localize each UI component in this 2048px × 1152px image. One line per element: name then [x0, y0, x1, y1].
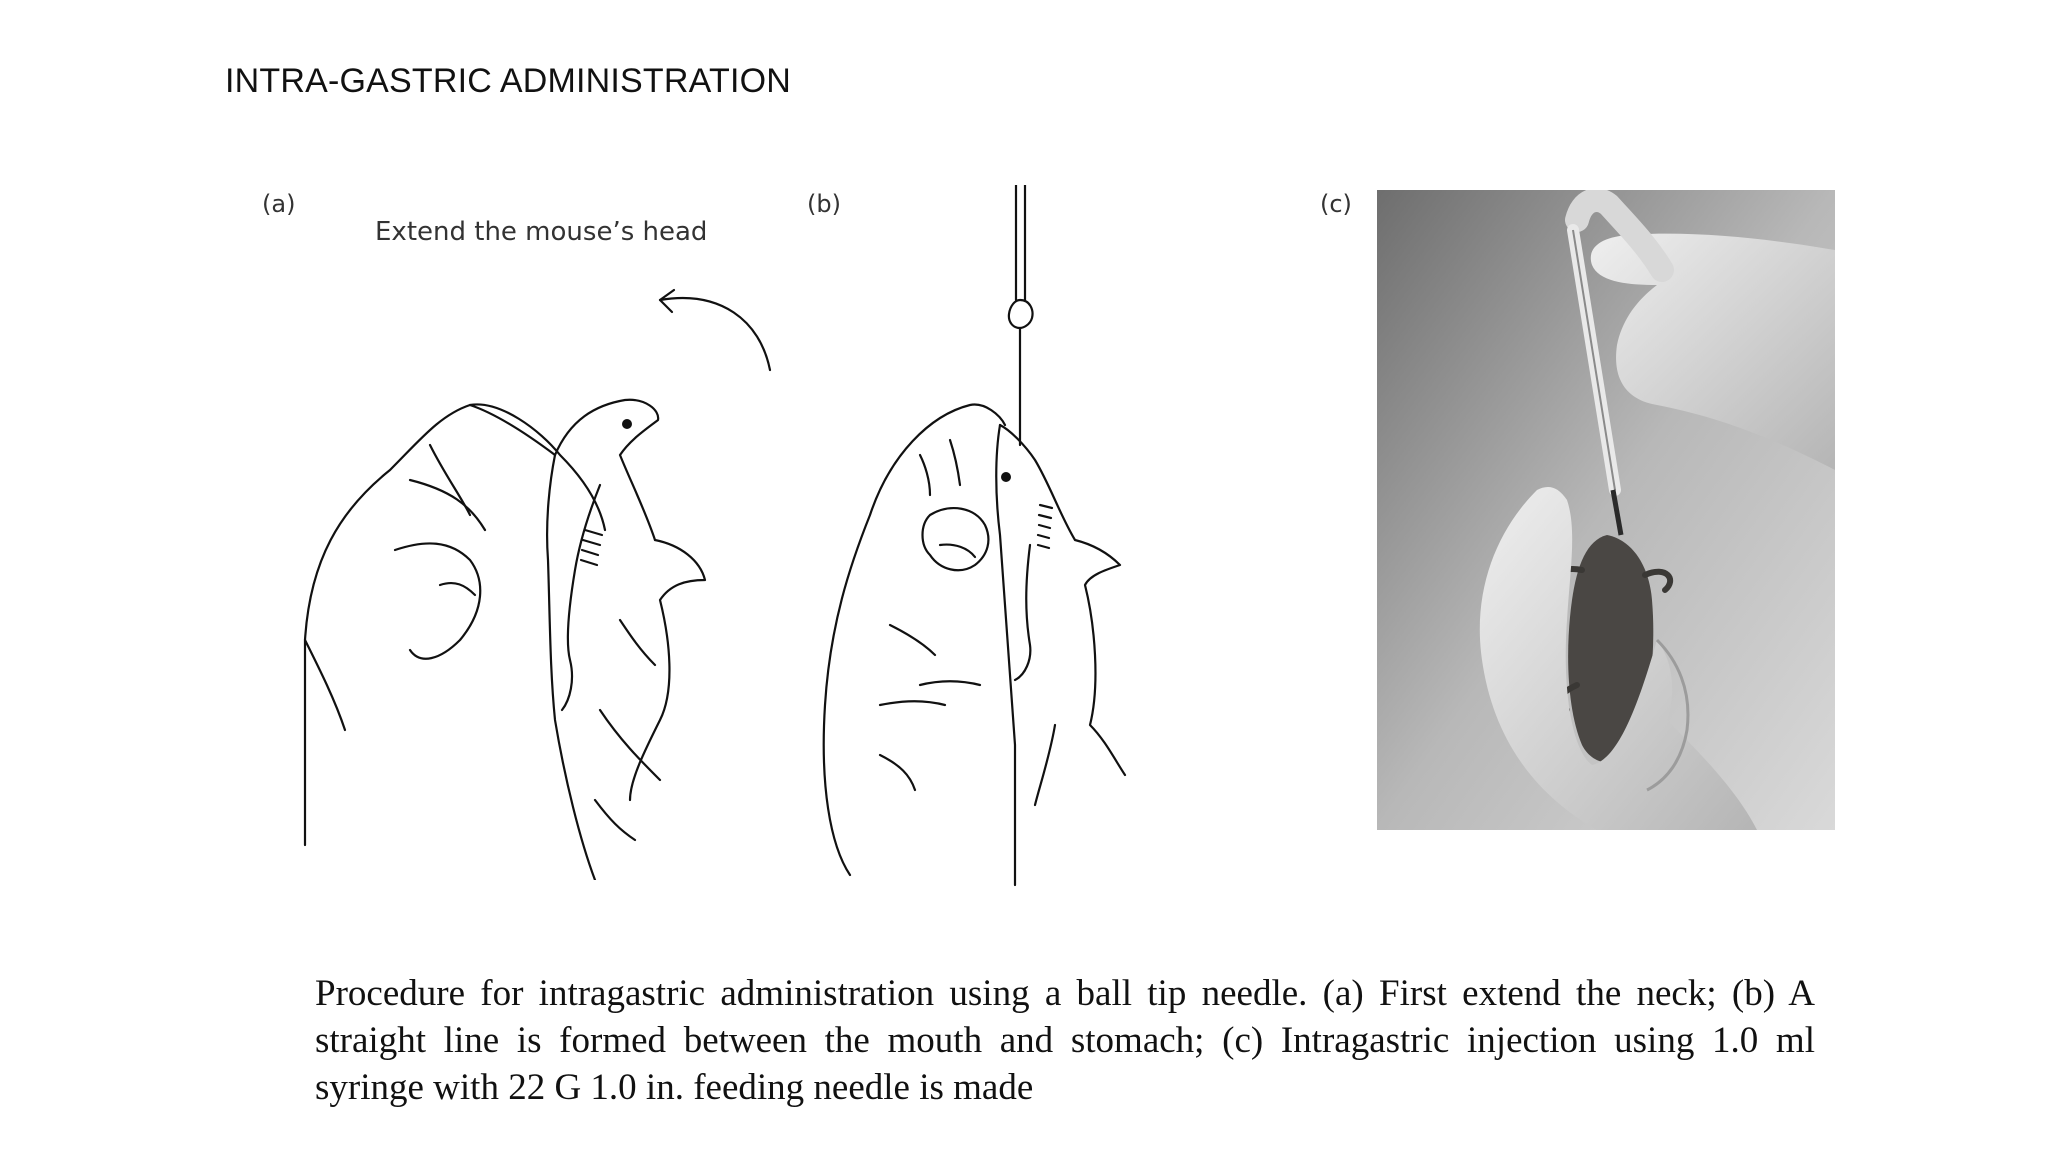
panel-b-illustration	[820, 185, 1240, 905]
panel-a-annotation: Extend the mouse’s head	[375, 217, 708, 247]
slide-title: INTRA-GASTRIC ADMINISTRATION	[225, 62, 791, 100]
procedure-photo	[1377, 190, 1835, 830]
panel-a-illustration	[300, 240, 820, 880]
panel-b-label: (b)	[807, 190, 841, 218]
figure	[240, 180, 1840, 920]
panel-a-label: (a)	[262, 190, 296, 218]
panel-c-label: (c)	[1320, 190, 1352, 218]
figure-caption: Procedure for intragastric administration using a ball tip needle. (a) First extend the neck; (b) A straight line is formed between the mouth and stomach; (c) Intragastric injection using 1.0 ml syringe with 22 G 1.0 in. feeding needle is made	[315, 973, 1815, 1108]
feeding-needle-icon	[1016, 185, 1025, 300]
curved-arrow-icon	[660, 298, 770, 370]
